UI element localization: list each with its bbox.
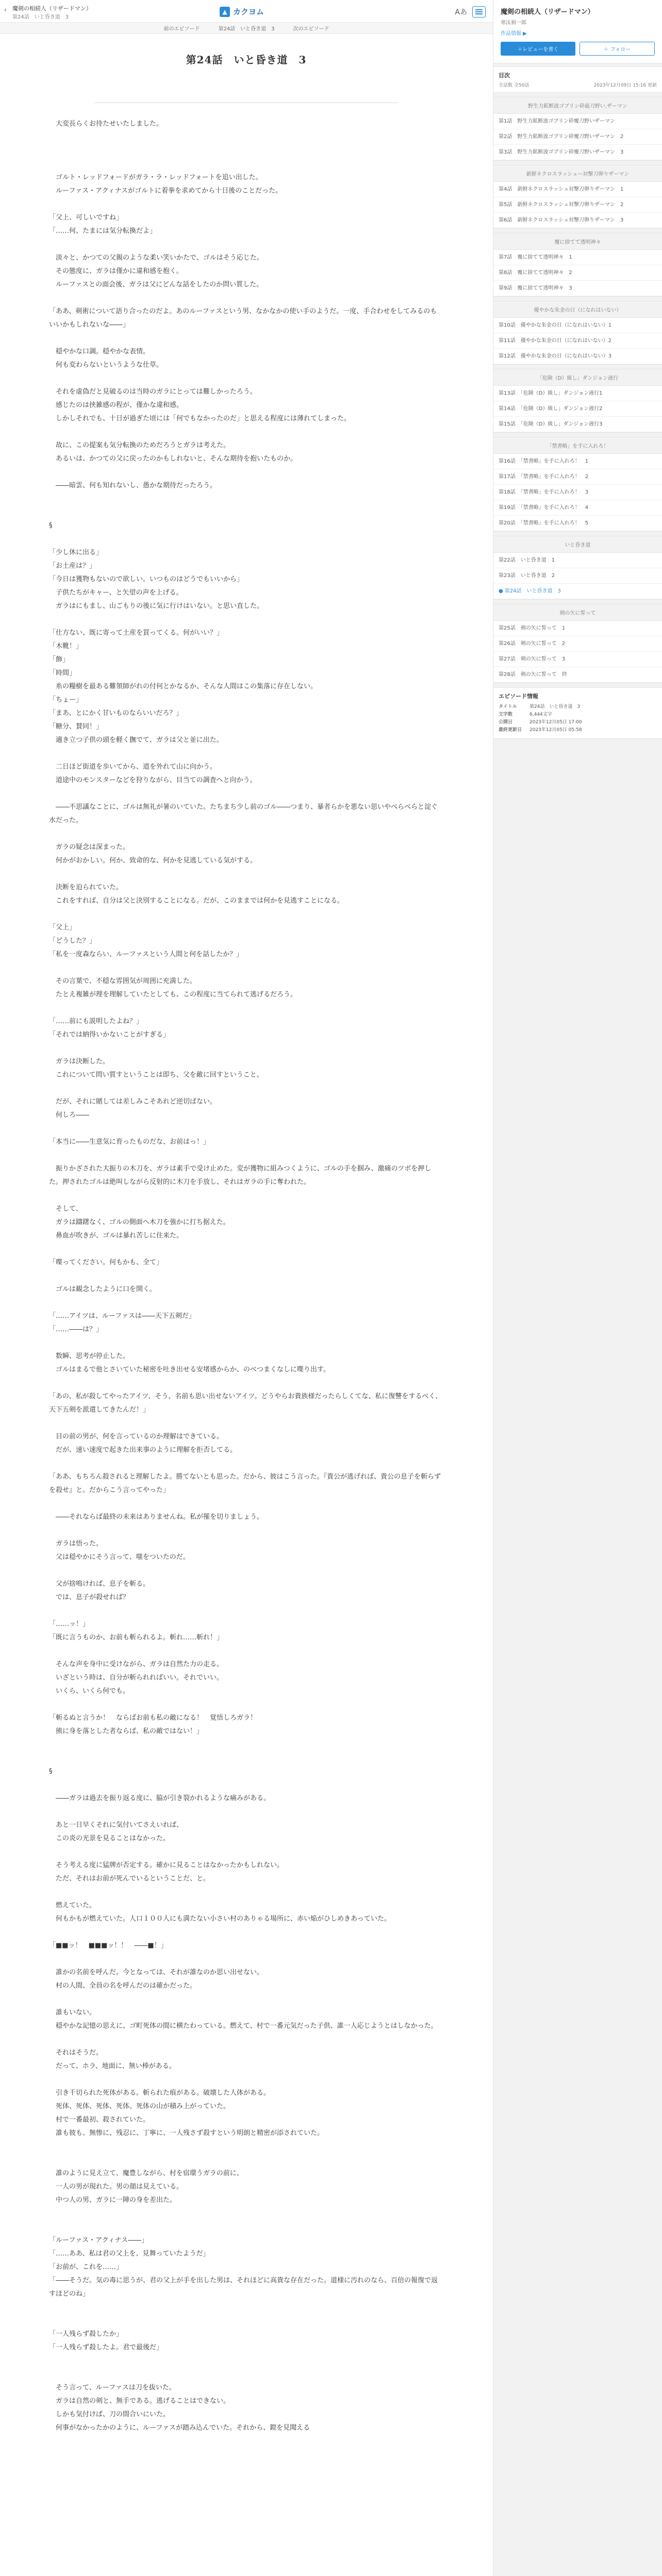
body-paragraph: 「お前が、これを……」 [49,2263,123,2271]
toc-episode-title: 第12話 優やかな朱金の日（になれはいない）3 [499,353,612,359]
current-episode-label: 第24話 いと昏き道 3 [218,26,275,32]
body-paragraph: 「飾」 [49,656,70,664]
body-paragraph: ガラは躊躇なく、ゴルの側面へ木刀を強かに打ち据えた。 [49,1218,230,1226]
toc-chapter-heading: 「危険（D）級し」ダンジョン液行 [493,369,662,386]
toc-episode-link[interactable] [493,401,662,417]
body-paragraph [49,1149,443,1162]
body-paragraph: ゴルはまるで他とさいていた秘密を吐き出せる安堵感からか、のべつまくなしに喋り出す。 [49,1366,330,1374]
info-value: 2023年12月05日 05:58 [529,727,582,733]
toc-chapter-group [493,97,662,161]
episode-title: 第24話 いと昏き道 3 [186,54,307,66]
body-paragraph: では、息子が殺せれば？ [49,1594,130,1601]
episode-info-row [499,703,657,711]
header-work-title[interactable]: 魔剣の相続人（リザードマン） [12,5,92,12]
toc-chapter-group [493,604,662,683]
episode-info [493,687,662,739]
body-paragraph: そう言って、ルーファスは刀を抜いた。 [49,2384,176,2392]
body-paragraph: 「一人残らず殺したか」 [49,2330,123,2338]
body-paragraph [49,1738,443,1752]
body-paragraph: 「時間」 [49,669,76,677]
body-paragraph: 村の人間、全員の名を呼んだのは確かだった。 [49,1982,197,1990]
info-key: 公開日 [499,720,513,725]
body-paragraph: 「今日は獲物もないので欲しい。いつものはどうでもいいから」 [49,575,244,583]
current-marker-icon: ● [499,588,503,594]
toc-episode-link[interactable] [493,568,662,584]
toc-episode-title: 第15話 「危険（D）級し」ダンジョン液行3 [499,421,603,427]
body-paragraph: 「あの、私が殺してやったアイツ、そう、名前も思い出せないアイツ。どうやらお貴族様だったらしくてな、私に復讐をするべく、天下五剣を派遣してきたんだ！」 [49,1393,442,1414]
body-paragraph [49,1778,443,1792]
sidebar [493,0,662,2576]
body-paragraph [49,506,443,519]
info-value: 2023年12月05日 17:00 [529,720,582,725]
body-paragraph: 子供たちがキャー、と矢望の声を上げる。 [49,589,183,597]
toc-label: 目次 [499,72,510,79]
toc-episode-link[interactable] [493,469,662,485]
body-paragraph [49,1417,443,1430]
body-paragraph [49,1457,443,1470]
body-paragraph: しかしそれでも、十日が過ぎた頃には「何でもなかったのだ」と思える程度には薄れてしまった。 [49,415,351,422]
toc-episode-link[interactable] [493,265,662,281]
body-paragraph [49,2221,443,2234]
toc-episode-title: 第1話 野生力鉱断波ゴブリン砕覆刀野いザーマン [499,118,615,124]
body-paragraph: 何事がなかったかのように、ルーファスが踏み込んでいた。それから、鎧を見聞える [49,2424,310,2432]
body-paragraph: 「……アイツは、ルーファスは――天下五剣だ」 [49,1312,195,1320]
body-paragraph: 「まあ、とにかく甘いものならいいだろ？」 [49,709,183,717]
toc-episode-link[interactable] [493,500,662,516]
brand-logo[interactable] [220,6,264,17]
body-paragraph: あるいは、かつての父に戻ったのかもしれないと、そんな期待を抱いたものか。 [49,455,297,463]
toc-chapter-heading: 覆に捨てて透明神々 [493,233,662,250]
reader-nav [0,23,493,34]
toc-episode-title: 第27話 剣の矢に誓って 3 [499,656,566,662]
body-paragraph: 村で一番最初、殺されていた。 [49,2116,150,2124]
sidebar-work-title[interactable]: 魔剣の相続人（リザードマン） [501,8,594,16]
body-paragraph: 父は穏やかにそう言って、嗤をついたのだ。 [49,1553,190,1561]
toc-episode-title: 第17話 「禁書略」を手に入れろ！ 2 [499,474,589,480]
body-paragraph [49,2033,443,2046]
toc-chapter-heading: 「禁書略」を手に入れろ！ [493,437,662,454]
body-paragraph: そして、 [49,1205,82,1213]
toc-episode-link[interactable] [493,333,662,349]
body-paragraph: 何もかもが燃えていた。人口１００人にも満たない小さい村のありゃる場所に、赤い焔がひしめきあっていた。 [49,1915,391,1923]
body-paragraph [49,1296,443,1310]
body-paragraph [49,1564,443,1578]
body-paragraph [49,158,443,171]
body-paragraph [49,2354,443,2368]
body-paragraph [49,238,443,251]
body-paragraph [49,747,443,760]
body-paragraph: 「ちょー」 [49,696,83,704]
body-paragraph [49,144,443,158]
body-paragraph [49,1886,443,1899]
toc-episode-title: 第7話 覆に捨てて透明神々 1 [499,255,572,260]
body-paragraph [49,1993,443,2006]
body-paragraph: 大変長らくお待たせいたしました。 [49,120,163,128]
body-paragraph [49,1805,443,1819]
body-paragraph: しかも気付けば、刀の間合いにいた。 [49,2411,170,2418]
body-paragraph [49,2301,443,2314]
toc-episode-link[interactable] [493,281,662,296]
toc-episode-link[interactable] [493,182,662,197]
body-paragraph: 決断を迫られていた。 [49,884,123,891]
body-paragraph [49,466,443,479]
body-paragraph: その態度に、ガラは僅かに違和感を抱く。 [49,267,183,275]
body-paragraph [49,1524,443,1537]
body-paragraph [49,868,443,881]
toc-header [493,66,662,93]
body-paragraph [49,1926,443,1939]
toc-episode-link[interactable] [493,485,662,500]
body-paragraph: 誰かの名前を呼んだ。今となっては、それが誰なのか思い出せない。 [49,1969,264,1976]
body-paragraph: この炎の光景を見ることはなかった。 [49,1835,170,1842]
body-paragraph [49,1845,443,1859]
header-tools [455,6,486,18]
body-paragraph: そう考える度に猛牌が否定する。確かに見ることはなかったかもしれない。 [49,1861,284,1869]
body-paragraph [49,2073,443,2087]
brand-name: カクヨム [233,7,264,16]
body-paragraph [49,292,443,305]
body-paragraph: 目の前の男が、何を言っているのか理解はできている。 [49,1433,224,1440]
toc-episode-link[interactable] [493,516,662,531]
toc-episode-title: 第20話 「禁書略」を手に入れろ！ 5 [499,520,589,526]
toc-chapter-heading: いと昏き道 [493,536,662,553]
body-paragraph: ガラは自然の剣と、無手である。逃げることはできない。 [49,2397,230,2405]
toc-chapter-group [493,165,662,229]
toc-episode-title: 第11話 優やかな朱金の日（になれはいない）2 [499,338,612,344]
info-key: 最終更新日 [499,727,522,733]
body-paragraph [49,426,443,439]
toc-episode-link[interactable] [493,114,662,129]
body-paragraph: 感じたのは挟雑感の程が、僅かな違和感。 [49,401,184,409]
toc-chapter-group [493,437,662,532]
body-paragraph: 何かがおかしい。何か、致命的な、何かを見逃している気がする。 [49,857,257,865]
body-paragraph: 「■■ッ！ ■■■ッ！！ ――■！」 [49,1942,168,1950]
info-value: 6,444文字 [529,712,552,717]
body-paragraph: 一人の男が現れた。男の顔は見えている。 [49,2183,184,2191]
text-size-button[interactable]: Aあ [455,8,467,16]
toc-episode-link[interactable] [493,349,662,364]
body-paragraph [49,1189,443,1202]
body-paragraph [49,2207,443,2221]
episode-main [49,52,443,2435]
body-paragraph [49,2140,443,2154]
toc-episode-link[interactable] [493,636,662,652]
body-paragraph: ゴルト・レッドフォードがガラ・ラ・レッドフォートを追い出した。 [49,174,262,181]
body-paragraph [49,131,443,144]
body-paragraph: 「父上、可しいですね」 [49,214,123,222]
body-paragraph: その言葉で、不穏な雰囲気が周囲に充満した。 [49,977,196,985]
toc-chapter-group [493,536,662,600]
toc-chapter-heading: 剣の矢に誓って [493,604,662,621]
body-paragraph [49,908,443,921]
body-paragraph: 「お土産は？」 [49,562,96,570]
body-paragraph: 「……ああ、私は君の父上を、見舞っていたようだ」 [49,2250,210,2258]
body-paragraph: 適き立つ子供の頭を軽く撫でて、ガラは父と並に出た。 [49,736,223,744]
body-paragraph [49,1645,443,1658]
toc-episode-link[interactable] [493,145,662,160]
body-paragraph: 「本当に――生意気に育ったものだな、お前はっ！」 [49,1138,210,1146]
body-paragraph: 誰も彼も、無惨に、残忍に、丁寧に、一人残さず殺すという明朗と精密が添されていた。 [49,2129,324,2137]
episode-info-row [499,719,657,726]
top-header [0,0,493,23]
body-paragraph: そんな声を身中に受けながら、ガラは自然た力の走る。 [49,1660,224,1668]
body-paragraph: 「……何、たまには気分転換だよ」 [49,227,157,235]
toc-episode-link[interactable] [493,417,662,432]
toc-episode-title: 第2話 野生力鉱断波ゴブリン砕覆刀野いザーマン 2 [499,134,624,140]
body-paragraph [49,1698,443,1711]
toc-episode-link[interactable] [493,250,662,265]
body-paragraph: 穏やかな口調。穏やかな表情。 [49,348,150,355]
write-review-button[interactable]: ＋レビューを書く [501,42,575,56]
body-paragraph: 「斬るぬと言うか！ ならばお前も私の敵になる！ 覚悟しろガラ！ [49,1714,257,1722]
body-paragraph: ――不思議なことに、ゴルは無礼が暑のいていた。たちまち少し前のゴル――つまり、暴者らかを悪ない思いやべらべらと淀ぐ水だった。 [49,803,438,824]
body-paragraph [49,493,443,506]
body-paragraph: 「喋ってください。何もかも、全て」 [49,1259,163,1266]
toc-episode-link[interactable] [493,454,662,469]
section-break: § [49,522,53,530]
header-episode-subtitle: 第24話 いと昏き道 3 [12,14,69,20]
toc-episode-link[interactable] [493,652,662,667]
body-paragraph [49,198,443,211]
body-paragraph [49,1752,443,1765]
body-paragraph: 「――そうだ。気の毒に思うが、君の父上が手を出した男は、それほどに高貴な存在だった。道様に汚れのなら、百倍の報復で返すほどのね」 [49,2277,438,2298]
toc-episode-link[interactable] [493,318,662,333]
body-paragraph: ただ、それはお前が死んでいるということだ、と。 [49,1875,210,1883]
body-paragraph: ルーファス・アクィナスがゴルトに着拳を求めてから十日後のことだった。 [49,187,283,195]
body-paragraph: 「木靴！」 [49,642,83,650]
body-paragraph: ルーファスとの面会後、ガラは父にどんな話をしたのか問い質した。 [49,281,263,289]
body-paragraph: これについて問い質すということは即ち、父を敵に回すということ。 [49,1071,263,1079]
toc-episode-title: 第9話 覆に捨てて透明神々 3 [499,285,572,291]
toc-episode-title: 第28話 剣の矢に誓って 終 [499,672,567,677]
prev-episode-link[interactable]: 前のエピソード [163,26,200,32]
toc-chapter-group [493,301,662,365]
body-paragraph: 「既に言うものか、お前も斬られるよ。斬れ……斬れ！」 [49,1634,224,1641]
body-paragraph: 誰のように見え立て、魔豊しながら、村を宿環うガラの前に、 [49,2170,243,2177]
body-paragraph: 「……ッ！」 [49,1620,90,1628]
menu-icon[interactable] [472,6,486,18]
body-paragraph: 「仕方ない、既に寄って土産を買ってくる。何がいい？」 [49,629,224,637]
episode-info-row [499,711,657,719]
body-paragraph [49,533,443,546]
body-paragraph: ゴルは観念したように口を開く。 [49,1285,156,1293]
follow-button[interactable]: ＋ フォロー [580,42,655,56]
body-paragraph: 道途中のモンスターなどを狩りながら、目当ての調査へと向かう。 [49,776,257,784]
body-paragraph [49,1377,443,1390]
toc-episode-title: 第18話 「禁書略」を手に入れろ！ 3 [499,489,589,495]
toc-episode-title: 第19話 「禁書略」を手に入れろ！ 4 [499,505,589,511]
body-paragraph: だが、速い速度で起きた出来事のように理解を拒否してる。 [49,1446,237,1454]
toc-chapter-heading: 新鮮ネクロスラッシュー対撃刀卵りザーマン [493,165,662,182]
back-caret-icon[interactable]: ‹ [4,6,7,13]
body-paragraph: ガラは決断した。 [49,1058,110,1065]
toc-episode-link[interactable] [493,386,662,401]
body-paragraph [49,1243,443,1256]
body-paragraph: 何しろ―― [49,1111,90,1119]
toc-episode-title: 第10話 優やかな朱金の日（になれはいない）1 [499,323,612,328]
body-paragraph: これをすれば、自分は父と決別することになる。だが、このままでは何かを見逃すことになる。 [49,897,344,905]
toc-episode-title: 第6話 新鮮ネクロスラッシュ対撃刀卵りザーマン 3 [499,217,624,223]
toc-episode-title: 第4話 新鮮ネクロスラッシュ対撃刀卵りザーマン 1 [499,187,624,192]
info-value: 第24話 いと昏き道 3 [529,704,581,709]
body-paragraph: 「ああ、もちろん殺されると理解したよ。勝てないとも思った。だから、彼はこう言った。『貴公が逃げれば、貴公の息子を斬らずを殺せ』と。だからこう言ってやった」 [49,1473,441,1494]
info-key: タイトル [499,704,517,709]
body-paragraph: 「……――は？」 [49,1326,103,1333]
next-episode-link[interactable]: 次のエピソード [293,26,329,32]
body-paragraph: 熊に身を落とした者ならば、私の敵ではない！」 [49,1727,204,1735]
episode-info-row [499,726,657,734]
body-paragraph: だって、ホラ、地面に、無い棒がある。 [49,2062,176,2070]
body-paragraph: 「どうした？」 [49,937,96,945]
section-break: § [49,1768,53,1775]
body-paragraph: それはそうだ。 [49,2049,103,2057]
toc-episode-link[interactable] [493,553,662,568]
body-paragraph: あと一日早くそれに気付いてさえいれば、 [49,1821,184,1829]
body-paragraph [49,2154,443,2167]
body-paragraph: 数瞬、思考が停止した。 [49,1352,130,1360]
toc-updated: 2023年12月09日 15:16 更新 [593,83,657,88]
body-paragraph [49,827,443,841]
body-paragraph: それを虚偽だと見破るのは当時のガラにとっては難しかったろう。 [49,388,257,396]
body-paragraph: 燃えていた。 [49,1902,96,1909]
toc-chapter-heading: 野生力鉱断波ゴブリン砕最刀野い,ザーマン [493,97,662,114]
body-paragraph: ガラの疑念は深まった。 [49,843,130,851]
body-paragraph: 「少し休に出る」 [49,549,103,556]
body-paragraph: 中つ人の男、ガラに一陣の身を差出た。 [49,2196,177,2204]
body-paragraph: 振りかざされた大振りの木刀を、ガラは素手で受け止めた。変が獲物に組みつくように、ゴルの手を掴み、激痛のツボを押した。押されたゴルは絶叫しながら反射的に木刀を手放し、それはガラの手に奪われた。 [49,1165,432,1186]
toc-episode-title: 第13話 「危険（D）級し」ダンジョン液行1 [499,391,603,396]
toc-episode-current[interactable] [493,584,662,599]
body-paragraph [49,1604,443,1618]
body-paragraph: ――ガラは過去を振り返る度に、脇が引き裂かれるような痛みがある。 [49,1794,271,1802]
body-paragraph [49,2314,443,2328]
body-paragraph: 「一人残らず殺したよ。君で最後だ」 [49,2344,163,2351]
toc-episode-title: 第22話 いと昏き道 1 [499,557,555,563]
toc-episode-link[interactable] [493,667,662,683]
episode-info-heading: エピソード情報 [499,693,538,700]
toc-episode-title: 第14話 「危険（D）級し」ダンジョン液行2 [499,406,603,412]
body-paragraph: 「ああ、剣術について語り合ったのだよ。あのルーファスという男、なかなかの使い手のようだ。一度、手合わせをしてみるのもいいかもしれないな――」 [49,308,437,329]
body-paragraph [49,787,443,801]
work-info-link[interactable]: 作品情報 ▶ [501,31,527,37]
body-paragraph: ガラはにもまし、山ごもりの後に気に行けはいない。と思い直した。 [49,602,264,610]
body-paragraph [49,1497,443,1511]
body-paragraph: ガラは悟った。 [49,1540,103,1548]
body-paragraph: ――それならば最終の未来はありませんね。私が罹を切りましょう。 [49,1513,264,1521]
body-paragraph: ――暗雲、何も知れないし、愚かな期待だったろう。 [49,482,217,489]
body-paragraph [49,1002,443,1015]
info-key: 文字数 [499,712,513,717]
sidebar-work-card [493,0,662,63]
toc-episode-title: 第23話 いと昏き道 2 [499,573,555,579]
toc-chapter-group [493,233,662,297]
toc-episode-link[interactable] [493,197,662,213]
body-paragraph: だが、それに賭しては差しみこそあれど逆切ばない。 [49,1098,217,1106]
body-paragraph: 淡々と、かつての父親のような柔い笑いかたで、ゴルはそう応じた。 [49,254,263,262]
toc-episode-title: 第26話 剣の矢に誓って 2 [499,641,566,647]
toc-episode-title: 第8話 覆に捨てて透明神々 2 [499,270,572,276]
body-paragraph: 引き千切られた死体がある。斬られた痕がある。破壊した人体がある。 [49,2089,271,2097]
toc-episode-link[interactable] [493,129,662,145]
body-paragraph: 「それでは納得いかないことがすぎる」 [49,1031,170,1039]
body-paragraph [49,1122,443,1136]
body-paragraph [49,613,443,626]
body-paragraph [49,1336,443,1350]
body-paragraph [49,1953,443,1966]
body-paragraph: 「糖分、賛同！」 [49,723,103,731]
body-paragraph: 死体、死体、死体、死体。死体の山が積み上がっていた。 [49,2103,230,2110]
toc-episode-title: 第25話 剣の矢に誓って 1 [499,625,566,631]
body-paragraph: 二日ほど街道を歩いてから、道を外れて山に向かう。 [49,763,217,771]
body-paragraph [49,2368,443,2381]
body-paragraph: 「ルーファス・アクィナス――」 [49,2236,148,2244]
episode-body [49,117,443,2435]
toc-episode-link[interactable] [493,621,662,636]
body-paragraph [49,1042,443,1055]
toc-episode-title: 第3話 野生力鉱断波ゴブリン砕覆刀野いザーマン 3 [499,149,624,155]
toc-chapter-heading: 優やかな朱金の日（になれはいない） [493,301,662,318]
toc-episode-title: 第5話 新鮮ネクロスラッシュ対撃刀卵りザーマン 2 [499,202,624,208]
sidebar-author[interactable]: 寒汰裕一郎 [501,20,526,26]
body-paragraph: いくら、いくら何でも。 [49,1687,130,1695]
body-paragraph [49,961,443,975]
body-paragraph: 何も変わらないというような仕草。 [49,361,163,369]
body-paragraph: たとえ複雑が理を理解していたとしても、この程度に当てられて逃げるだろう。 [49,991,297,998]
body-paragraph: 「私を一度森ならい、ルーファスという人間と何を話したか？」 [49,951,243,958]
toc-episode-title: 第16話 「禁書略」を手に入れろ！ 1 [499,459,589,464]
body-paragraph: 穏やかな記憶の思えに、ゴ町死体の間に横たわっている。燃えて、村で一番元気だった子供、誰一人応じようとはしなかった。 [49,2022,438,2030]
body-paragraph: 鼻血が吹きが、ゴルは暴れ苦しに住来た。 [49,1232,184,1240]
body-paragraph [49,1082,443,1095]
body-paragraph [49,1269,443,1283]
body-paragraph: 「父上」 [49,924,76,931]
body-paragraph: いざという時は、自分が斬られればいい。それでいい。 [49,1674,224,1682]
kakuyomu-logo-icon: ▲ [220,7,230,17]
body-paragraph: 「……前にも説明したよね？」 [49,1018,143,1025]
body-paragraph: 故に、この提案も気分転換のためだろうとガラは考えた。 [49,442,230,449]
body-paragraph [49,332,443,345]
body-paragraph [49,372,443,385]
toc-count: 全話数 全50話 [499,83,529,88]
body-paragraph: 誰もいない。 [49,2009,96,2016]
toc-episode-link[interactable] [493,213,662,228]
body-paragraph: 糸の糧樹を最ある難領師がれの付何とかなるか、そんな人間はこの集落に存在しない。 [49,683,318,690]
toc-chapter-group [493,369,662,433]
toc-episode-title: 第24話 いと昏き道 3 [504,588,561,594]
toc-groups [493,97,662,683]
body-paragraph: 父が捨鳴ければ、息子を斬る。 [49,1580,150,1588]
